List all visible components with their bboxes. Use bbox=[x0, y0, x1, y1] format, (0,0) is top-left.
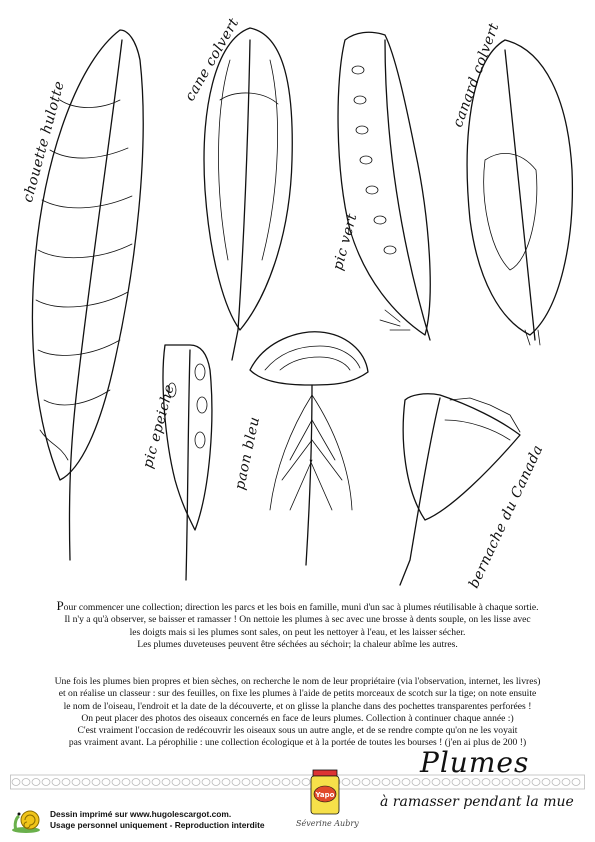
border-loop bbox=[432, 779, 440, 786]
snail-logo-icon bbox=[10, 800, 46, 836]
label-canard-colvert: canard colvert bbox=[450, 20, 503, 130]
border-loop bbox=[352, 779, 360, 786]
border-loop bbox=[362, 779, 370, 786]
border-loop bbox=[262, 779, 270, 786]
border-loop bbox=[152, 779, 160, 786]
text-line: C'est vraiment l'occasion de redécouvrir les oiseaux sous un autre angle, et de se rendre compte qu'on ne les voyait bbox=[77, 725, 518, 737]
border-loop bbox=[272, 779, 280, 786]
border-loop bbox=[12, 779, 20, 786]
border-loop bbox=[422, 779, 430, 786]
label-paon-bleu: paon bleu bbox=[232, 415, 264, 492]
border-loop bbox=[502, 779, 510, 786]
border-loop bbox=[92, 779, 100, 786]
border-loop bbox=[572, 779, 580, 786]
border-loop bbox=[192, 779, 200, 786]
text-line: Pour commencer une collection; direction les parcs et les bois en famille, muni d'un sac à plumes réutilisable à chaque sortie. bbox=[56, 598, 539, 613]
label-cane-colvert: cane colvert bbox=[182, 15, 243, 105]
signature: Séverine Aubry bbox=[296, 819, 359, 828]
border-loop bbox=[42, 779, 50, 786]
border-loop bbox=[22, 779, 30, 786]
border-loop bbox=[532, 779, 540, 786]
text-line: Les plumes duveteuses peuvent être séchées au séchoir; la chaleur abîme les autres. bbox=[137, 638, 458, 650]
border-loop bbox=[142, 779, 150, 786]
text-line: et on réalise un classeur : sur des feuilles, on fixe les plumes à l'aide de petits morceaux de scotch sur la tige; on note ensuite bbox=[58, 688, 537, 700]
footer-credits bbox=[50, 809, 265, 830]
border-loop bbox=[102, 779, 110, 786]
border-loop bbox=[402, 779, 410, 786]
border-loop bbox=[552, 779, 560, 786]
border-loop bbox=[382, 779, 390, 786]
border-loop bbox=[512, 779, 520, 786]
feather-pic-epeiche bbox=[163, 345, 212, 580]
footer-line-2: Usage personnel uniquement - Reproduction interdite bbox=[50, 819, 265, 830]
text-line: le nom de l'oiseau, l'endroit et la date de la découverte, et on glisse la planche dans des pochettes transparentes perforées ! bbox=[63, 700, 532, 712]
border-loop bbox=[222, 779, 230, 786]
yapo-jar-logo bbox=[305, 768, 345, 818]
logo-text: Yapo bbox=[315, 791, 335, 799]
border-loop bbox=[52, 779, 60, 786]
page-subtitle: à ramasser pendant la mue bbox=[380, 794, 574, 810]
border-loop bbox=[482, 779, 490, 786]
feather-bernache-du-canada bbox=[400, 394, 520, 585]
intro-paragraph bbox=[12, 600, 583, 651]
border-loop bbox=[412, 779, 420, 786]
border-loop bbox=[252, 779, 260, 786]
border-loop bbox=[182, 779, 190, 786]
label-chouette-hulotte: chouette hulotte bbox=[20, 79, 68, 205]
border-loop bbox=[72, 779, 80, 786]
text-line: Une fois les plumes bien propres et bien sèches, on recherche le nom de leur propriétaire (via l'observation, internet, les livres) bbox=[54, 676, 541, 687]
border-loop bbox=[472, 779, 480, 786]
border-loop bbox=[62, 779, 70, 786]
dropcap: P bbox=[56, 598, 64, 613]
border-loop bbox=[162, 779, 170, 786]
label-pic-epeiche: pic epeiche bbox=[140, 382, 178, 471]
border-loop bbox=[232, 779, 240, 786]
border-loop bbox=[292, 779, 300, 786]
border-loop bbox=[32, 779, 40, 786]
border-loop bbox=[392, 779, 400, 786]
border-loop bbox=[282, 779, 290, 786]
feather-paon-bleu bbox=[250, 332, 368, 565]
border-loop bbox=[492, 779, 500, 786]
border-loop bbox=[542, 779, 550, 786]
text-line: Il n'y a qu'à observer, se baisser et ramasser ! On nettoie les plumes à sec avec une brosse à dents souple, on les lisse avec bbox=[64, 614, 531, 626]
border-loop bbox=[372, 779, 380, 786]
page-title: Plumes bbox=[420, 746, 530, 779]
text-line: les doigts mais si les plumes sont sales, on peut les nettoyer à l'eau, et les laisser sécher. bbox=[129, 626, 466, 638]
border-loop bbox=[172, 779, 180, 786]
border-loop bbox=[452, 779, 460, 786]
border-loop bbox=[442, 779, 450, 786]
border-loop bbox=[82, 779, 90, 786]
feather-pic-vert bbox=[338, 32, 430, 340]
footer-line-1: Dessin imprimé sur www.hugolescargot.com. bbox=[50, 809, 232, 819]
feather-canard-colvert bbox=[467, 40, 572, 345]
border-loop bbox=[212, 779, 220, 786]
border-loop bbox=[202, 779, 210, 786]
border-loop bbox=[462, 779, 470, 786]
border-loop bbox=[112, 779, 120, 786]
border-loop bbox=[122, 779, 130, 786]
collection-paragraph bbox=[12, 676, 583, 750]
feather-cane-colvert bbox=[204, 28, 292, 360]
border-loop bbox=[522, 779, 530, 786]
text-line: pas vraiment avant. La pérophilie : une collection écologique et à la portée de toutes les bourses ! (j'en ai plus de 200 !) bbox=[68, 737, 527, 749]
border-loop bbox=[562, 779, 570, 786]
label-bernache-du-canada: bernache du Canada bbox=[466, 442, 547, 591]
label-pic-vert: pic vert bbox=[330, 211, 361, 273]
border-loop bbox=[132, 779, 140, 786]
text-line: On peut placer des photos des oiseaux concernés en face de leurs plumes. Collection à continuer chaque année :) bbox=[81, 712, 514, 724]
border-loop bbox=[242, 779, 250, 786]
